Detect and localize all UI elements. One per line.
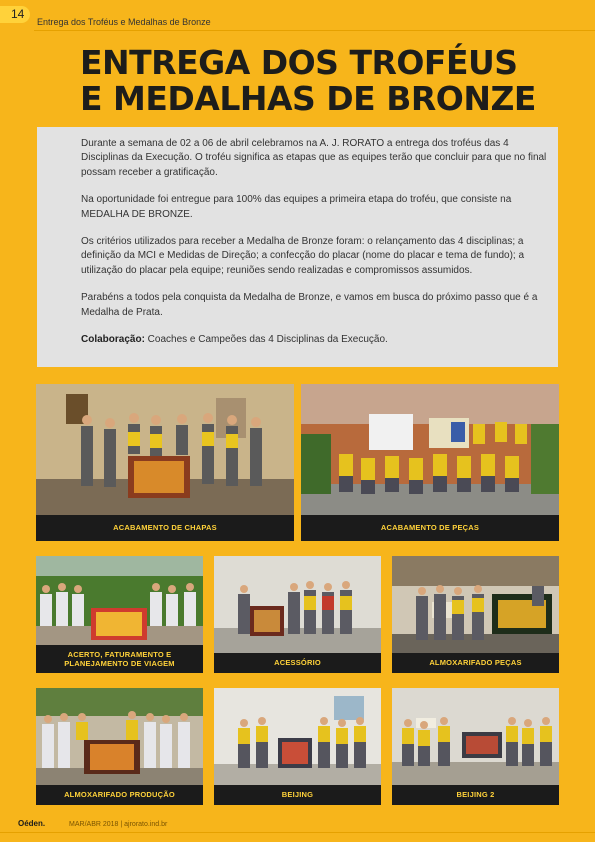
photo-caption: ALMOXARIFADO PRODUÇÃO	[64, 790, 175, 800]
footer-logo: Oéden.	[18, 819, 46, 828]
group-photo	[214, 688, 381, 785]
title-line-1: ENTREGA DOS TROFÉUS	[80, 43, 518, 82]
photo-caption: ACERTO, FATURAMENTO E PLANEJAMENTO DE VIAGEM	[64, 649, 175, 668]
photo-beijing	[214, 688, 381, 805]
group-photo	[392, 688, 559, 785]
title-line-2: E MEDALHAS DE BRONZE	[80, 79, 536, 118]
article-body	[81, 137, 549, 347]
photo-beijing-2	[392, 688, 559, 805]
paragraph: Parabéns a todos pela conquista da Medalha de Bronze, e vamos em busca do próximo passo que é a Medalha de Prata.	[81, 292, 538, 318]
footer	[18, 819, 167, 828]
footer-text: MAR/ABR 2018 | ajrorato.ind.br	[69, 821, 168, 828]
running-header: Entrega dos Troféus e Medalhas de Bronze	[37, 17, 211, 27]
group-photo	[36, 688, 203, 785]
photo-caption: ALMOXARIFADO PEÇAS	[429, 658, 522, 668]
photo-caption: BEIJING	[281, 790, 314, 800]
collaboration-text: Coaches e Campeões das 4 Disciplinas da Execução.	[144, 334, 388, 346]
photo-almoxarifado-producao	[36, 688, 203, 805]
group-photo	[214, 556, 381, 653]
photo-almoxarifado-pecas	[392, 556, 559, 673]
photo-acessorio	[214, 556, 381, 673]
group-photo	[36, 384, 294, 515]
page-title	[80, 45, 560, 117]
photo-acerto-faturamento	[36, 556, 203, 673]
paragraph: Na oportunidade foi entregue para 100% das equipes a primeira etapa do troféu, que consiste na MEDALHA DE BRONZE.	[81, 194, 512, 220]
group-photo	[36, 556, 203, 645]
photo-caption: BEIJING 2	[456, 790, 495, 800]
group-photo	[392, 556, 559, 653]
collaboration-line	[81, 333, 549, 347]
photo-acabamento-chapas	[36, 384, 294, 541]
group-photo	[301, 384, 559, 515]
photo-acabamento-pecas	[301, 384, 559, 541]
footer-rule	[0, 832, 595, 833]
page-number: 14	[0, 6, 30, 23]
paragraph: Os critérios utilizados para receber a Medalha de Bronze foram: o relançamento das 4 disciplinas; a definição da MCI e Medidas de Direção; a confecção do placar (nome do placar e tema de fundo); a utilização do placar pela equipe; reuniões sendo realizadas e compromissos assumidos.	[81, 236, 525, 276]
header-rule	[34, 30, 595, 31]
photo-caption: ACABAMENTO DE PEÇAS	[380, 523, 480, 533]
paragraph: Durante a semana de 02 a 06 de abril celebramos na A. J. RORATO a entrega dos troféus das 4 Disciplinas da Execução. O troféu significa as etapas que as equipes terão que concluir para que no final possam receber a gratificação.	[81, 138, 547, 178]
collaboration-label: Colaboração:	[81, 334, 145, 346]
photo-caption: ACESSÓRIO	[274, 658, 321, 668]
top-bar	[0, 0, 595, 32]
photo-caption: ACABAMENTO DE CHAPAS	[113, 523, 217, 533]
